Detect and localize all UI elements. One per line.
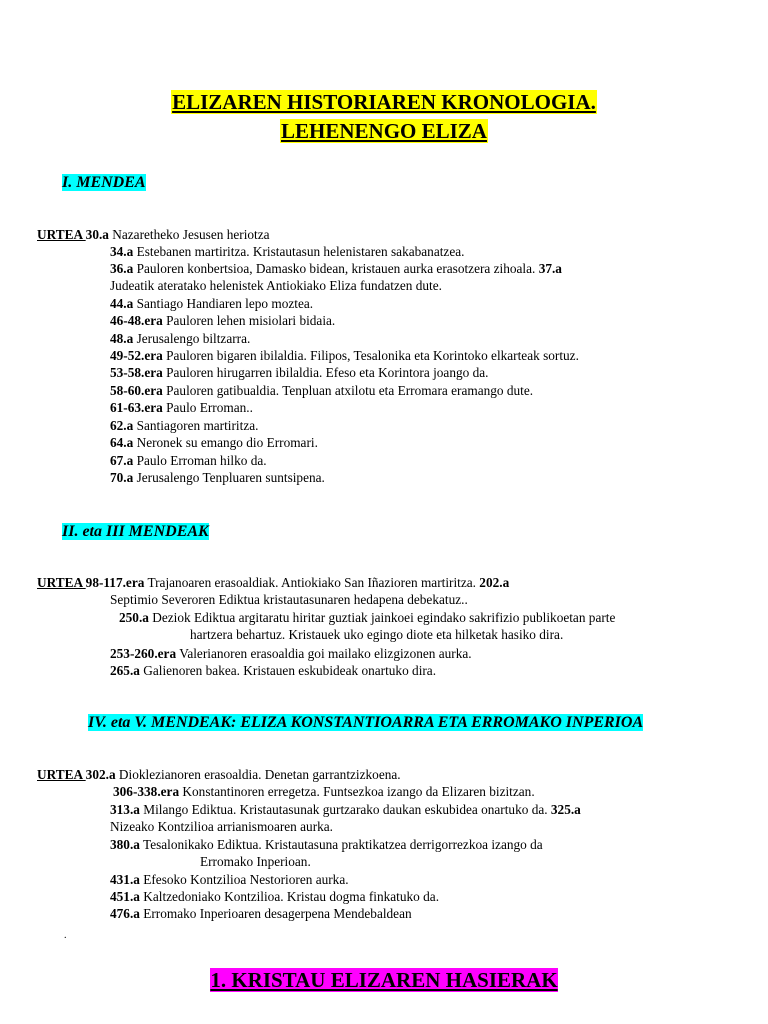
entry-line: 70.a Jerusalengo Tenpluaren suntsipena. (110, 470, 325, 485)
entry-line: URTEA 98-117.era Trajanoaren erasoaldiak. Antiokiako San Iñazioren martiritza. 202.a (37, 575, 510, 590)
section-heading-2: II. eta III MENDEAK (62, 523, 209, 540)
entry-line: 61-63.era Paulo Erroman.. (110, 400, 253, 415)
entry-line: Erromako Inperioan. (200, 854, 311, 869)
entry-line: 67.a Paulo Erroman hilko da. (110, 453, 267, 468)
document-title-line2: LEHENENGO ELIZA (281, 119, 487, 143)
entry-line: URTEA 30.a Nazaretheko Jesusen heriotza (37, 227, 270, 242)
entry-line: 44.a Santiago Handiaren lepo moztea. (110, 296, 314, 311)
entry-line: 253-260.era Valerianoren erasoaldia goi mailako elizgizonen aurka. (110, 646, 472, 661)
entry-line: 36.a Pauloren konbertsioa, Damasko bidean, kristauen aurka erasotzera zihoala. 37.a (110, 261, 562, 276)
entry-line: Nizeako Kontzilioa arrianismoaren aurka. (110, 819, 333, 834)
entry-line: 313.a Milango Ediktua. Kristautasunak gurtzarako daukan eskubidea onartuko da. 325.a (110, 802, 581, 817)
entry-line: 46-48.era Pauloren lehen misiolari bidaia. (110, 313, 336, 328)
entry-line: URTEA 302.a Dioklezianoren erasoaldia. Denetan garrantzizkoena. (37, 767, 401, 782)
entry-line: 306-338.era Konstantinoren erregetza. Funtsezkoa izango da Elizaren bizitzan. (113, 784, 535, 799)
entry-line: 49-52.era Pauloren bigaren ibilaldia. Filipos, Tesalonika eta Korintoko elkarteak sortuz. (110, 348, 579, 363)
entry-line: hartzera behartuz. Kristauek uko egingo diote eta hilketak hasiko dira. (190, 627, 564, 642)
document-title-line1: ELIZAREN HISTORIAREN KRONOLOGIA. (172, 90, 596, 114)
section-heading-1: I. MENDEA (62, 174, 146, 191)
entry-line: 62.a Santiagoren martiritza. (110, 418, 259, 433)
entry-line: 265.a Galienoren bakea. Kristauen eskubideak onartuko dira. (110, 663, 437, 678)
section-heading-3: IV. eta V. MENDEAK: ELIZA KONSTANTIOARRA ETA ERROMAKO INPERIOA (88, 714, 644, 731)
entry-line: 34.a Estebanen martiritza. Kristautasun helenistaren sakabanatzea. (110, 244, 465, 259)
stray-dot: . (64, 930, 67, 941)
entry-line: 64.a Neronek su emango dio Erromari. (110, 435, 318, 450)
entry-line: Septimio Severoren Ediktua kristautasunaren hedapena debekatuz.. (110, 592, 468, 607)
entry-line: 431.a Efesoko Kontzilioa Nestorioren aurka. (110, 872, 349, 887)
entry-line: 48.a Jerusalengo biltzarra. (110, 331, 251, 346)
entry-line: 58-60.era Pauloren gatibualdia. Tenpluan atxilotu eta Erromara eramango dute. (110, 383, 534, 398)
entry-line: 250.a Deziok Ediktua argitaratu hiritar guztiak jainkoei egindako sakrifizio publikoetan parte (119, 610, 616, 625)
chapter-heading: 1. KRISTAU ELIZAREN HASIERAK (210, 968, 558, 992)
entry-line: 451.a Kaltzedoniako Kontzilioa. Kristau dogma finkatuko da. (110, 889, 440, 904)
entry-line: 380.a Tesalonikako Ediktua. Kristautasuna praktikatzea derrigorrezkoa izango da (110, 837, 543, 852)
entry-line: 53-58.era Pauloren hirugarren ibilaldia. Efeso eta Korintora joango da. (110, 365, 489, 380)
entry-line: Judeatik ateratako helenistek Antiokiako Eliza fundatzen dute. (110, 278, 442, 293)
entry-line: 476.a Erromako Inperioaren desagerpena Mendebaldean (110, 906, 412, 921)
